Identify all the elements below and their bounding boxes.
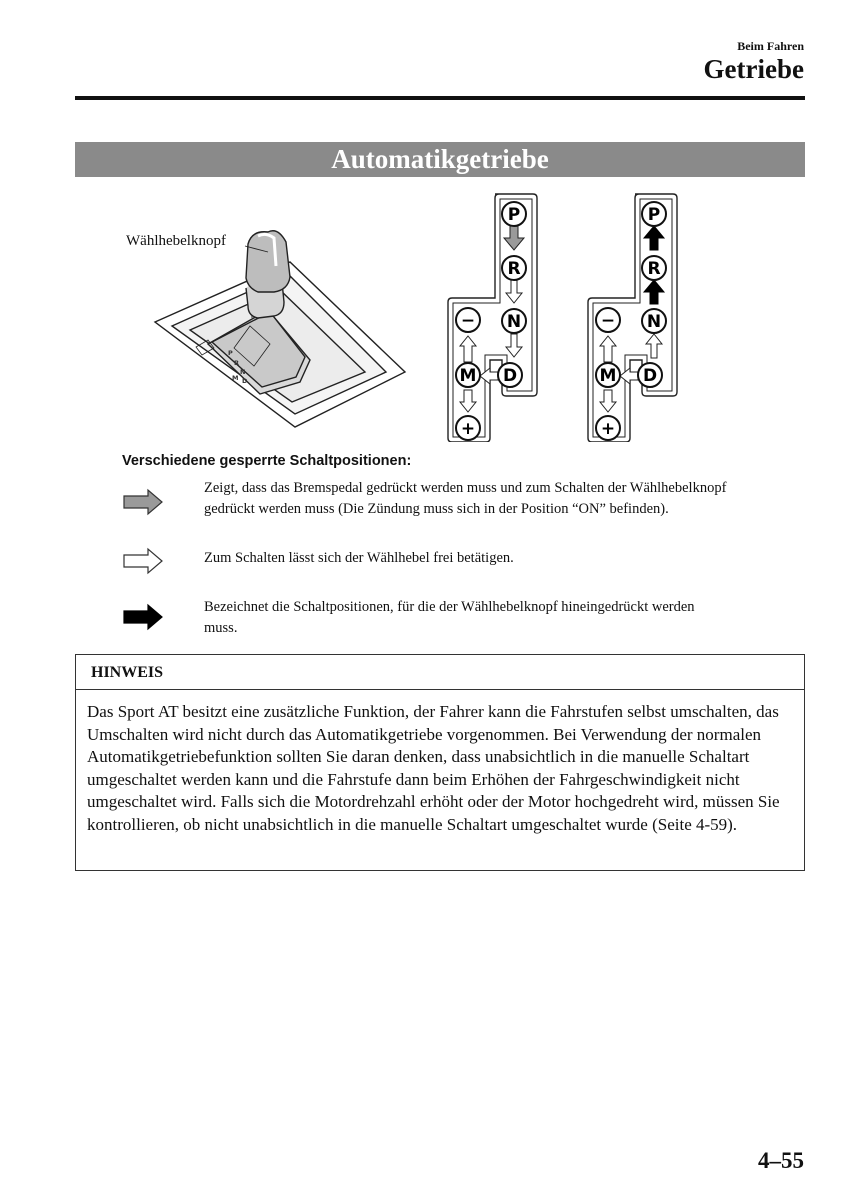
section-label: Beim Fahren [737,39,804,53]
gate-left-d: D [502,366,518,386]
legend-heading: Verschiedene gesperrte Schaltpositionen: [122,453,412,469]
gate-right-d: D [642,366,658,386]
gate-left-r: R [507,259,521,279]
section-banner: Automatikgetriebe [75,142,805,177]
gate-left-p: P [507,205,521,225]
header-rule [75,96,805,100]
page-number: 4–55 [758,1148,804,1173]
callout-label: Wählhebelknopf [126,233,226,249]
note-body: Das Sport AT besitzt eine zusätzliche Funktion, der Fahrer kann die Fahrstufen selbst umschalten, das Umschalten wird nicht durch das Automatikgetriebe vorgenommen. Bei Verwendung der normalen Automatikgetriebefunktion sollten Sie daran denken, dass unabsichtlich in die manuelle Schaltart umgeschaltet werden kann und die Fahrstufe dann beim Erhöhen der Fahrgeschwindigkeit nicht umgeschaltet wird. Falls sich die Motordrehzahl erhöht oder der Motor hochgedreht wird, müssen Sie kontrollieren, ob nicht unabsichtlich in die manuelle Schaltart umgeschaltet wurde (Seite 4-59). [87,702,780,834]
page-title: Getriebe [703,54,804,84]
note-heading: HINWEIS [76,655,804,690]
legend-text-outline: Zum Schalten lässt sich der Wählhebel frei betätigen. [204,550,514,566]
gate-right-m: M [599,366,617,386]
gate-diagram-right [580,192,680,442]
shift-lever-illustration [150,222,410,432]
plate-letter-p: P [228,349,233,357]
plate-letter-d: D [242,377,248,385]
note-box [75,654,805,871]
gate-right-minus: − [600,311,616,331]
gate-left-m: M [459,366,477,386]
outline-arrow-icon [122,547,164,575]
gate-left-plus: + [460,419,476,439]
plate-letter-n: N [240,368,246,376]
plate-letter-r: R [234,359,240,367]
legend-text-black: Bezeichnet die Schaltpositionen, für die der Wählhebelknopf hineingedrückt werden muss. [204,599,695,636]
legend-text-gray: Zeigt, dass das Bremspedal gedrückt werden muss und zum Schalten der Wählhebelknopf gedrückt werden muss (Die Zündung muss sich in der Position “ON” befinden). [204,480,727,517]
black-arrow-icon [122,603,164,631]
gate-right-n: N [646,312,662,332]
gate-right-r: R [647,259,661,279]
gray-arrow-icon [122,488,164,516]
gate-right-p: P [647,205,661,225]
gate-diagram-left [440,192,540,442]
plate-letter-m: M [232,374,239,382]
gate-left-n: N [506,312,522,332]
gate-left-minus: − [460,311,476,331]
gate-right-plus: + [600,419,616,439]
